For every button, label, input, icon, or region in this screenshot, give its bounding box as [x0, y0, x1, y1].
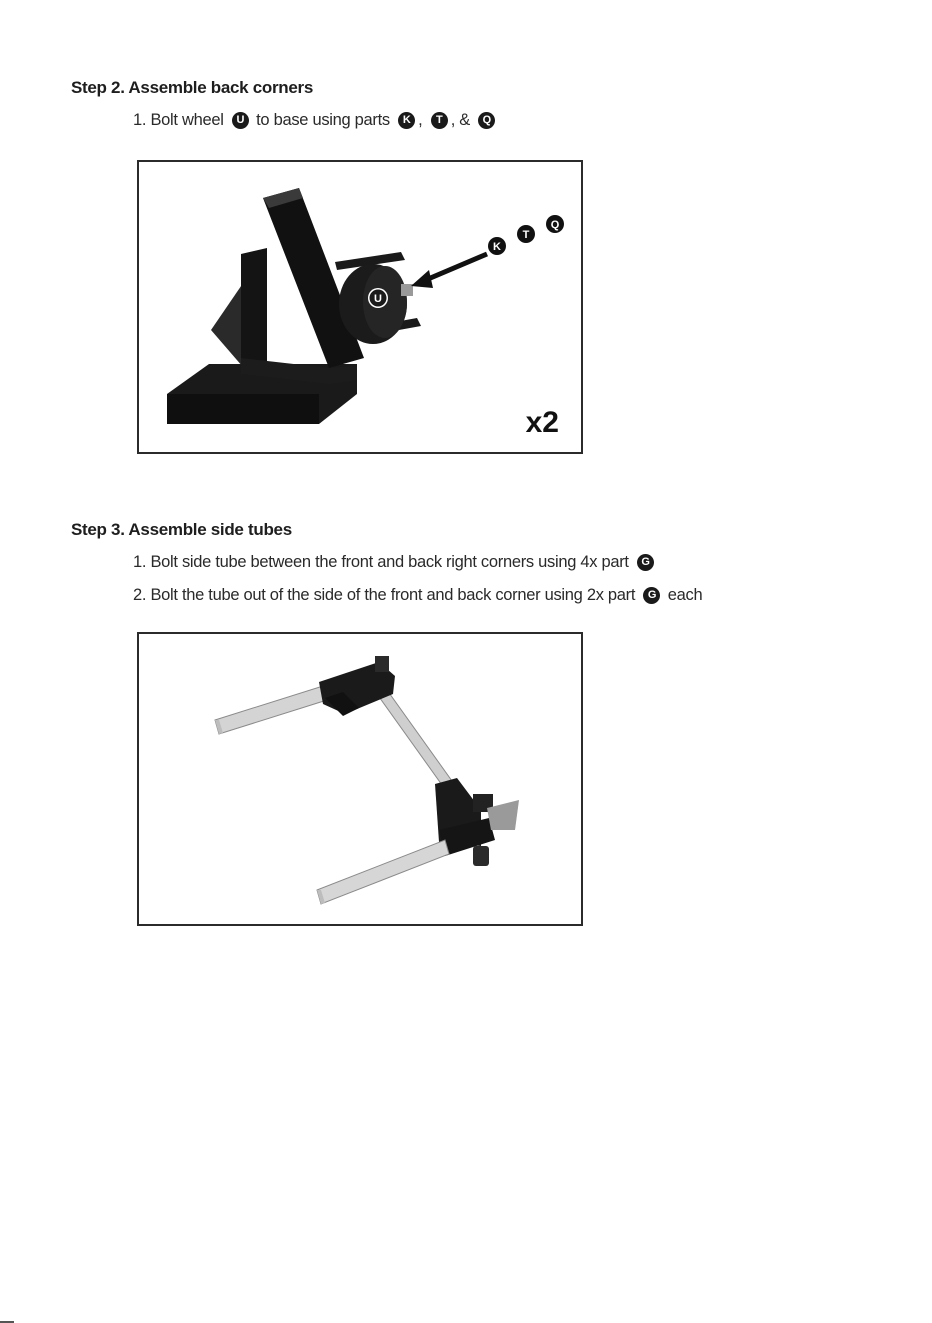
instruction-text: ,	[418, 111, 427, 129]
step3-instruction-2	[133, 586, 702, 605]
part-g-badge: G	[637, 554, 654, 571]
side-tube-illustration	[139, 634, 581, 924]
part-k-callout-label: K	[493, 241, 501, 253]
instruction-text: 1. Bolt side tube between the front and back right corners using 4x part	[133, 553, 633, 571]
caster-wheel	[473, 846, 489, 866]
lower-side-tube	[317, 840, 449, 904]
part-q-callout-label: Q	[550, 219, 560, 231]
instruction-text: 2. Bolt the tube out of the side of the front and back corner using 2x part	[133, 586, 640, 604]
side-wall	[241, 248, 267, 374]
part-t-callout-label: T	[522, 229, 530, 241]
instruction-text: 1. Bolt wheel	[133, 111, 228, 129]
quantity-multiplier: x2	[525, 406, 559, 439]
step2-instruction	[133, 111, 498, 130]
instruction-text: , &	[450, 111, 475, 129]
part-t-badge: T	[431, 112, 448, 129]
part-g-badge: G	[643, 587, 660, 604]
arrow-head	[411, 270, 433, 288]
upper-side-tube	[215, 686, 327, 734]
step2-photo	[137, 160, 583, 454]
upper-wheel	[375, 656, 389, 672]
arrow-shaft	[421, 254, 487, 282]
step3-instruction-1	[133, 553, 657, 572]
part-k-badge: K	[398, 112, 415, 129]
step3-photo	[137, 632, 583, 926]
step2-heading: Step 2. Assemble back corners	[71, 78, 314, 97]
instruction-text: to base using parts	[251, 111, 395, 129]
instruction-text: each	[663, 586, 703, 604]
wheel-callout-label: U	[374, 293, 382, 305]
part-q-badge: Q	[478, 112, 495, 129]
base-plate-front	[167, 394, 319, 424]
axle-bolt	[401, 284, 413, 296]
step3-heading: Step 3. Assemble side tubes	[71, 520, 292, 539]
part-u-badge: U	[232, 112, 249, 129]
back-corner-illustration	[139, 162, 581, 452]
